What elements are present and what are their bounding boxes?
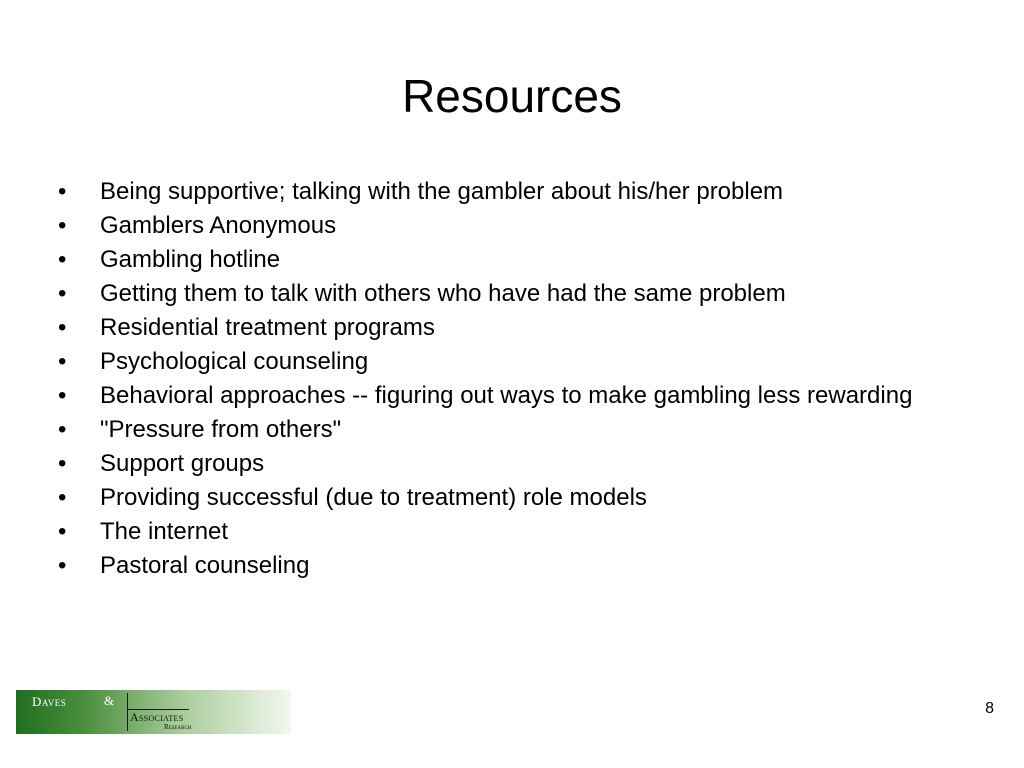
bullet-icon: • — [58, 382, 67, 409]
list-item — [58, 247, 958, 273]
bullet-list — [58, 179, 958, 587]
list-item — [58, 485, 958, 511]
company-logo — [16, 690, 291, 734]
logo-divider-vertical — [127, 693, 128, 731]
bullet-icon: • — [58, 518, 67, 545]
list-item — [58, 179, 958, 205]
bullet-icon: • — [58, 314, 67, 341]
list-item — [58, 281, 958, 307]
list-item — [58, 553, 958, 579]
list-item — [58, 383, 958, 409]
logo-text-research: Research — [164, 723, 192, 731]
bullet-text: Psychological counseling — [100, 348, 369, 375]
page-number: 8 — [985, 700, 994, 717]
bullet-icon: • — [58, 484, 67, 511]
bullet-text: Pastoral counseling — [100, 552, 310, 579]
slide-title: Resources — [402, 70, 622, 122]
bullet-text: Behavioral approaches -- figuring out ways to make gambling less rewarding — [100, 382, 913, 409]
list-item — [58, 417, 958, 443]
bullet-icon: • — [58, 552, 67, 579]
list-item — [58, 451, 958, 477]
bullet-text: Getting them to talk with others who have had the same problem — [100, 280, 786, 307]
bullet-icon: • — [58, 178, 67, 205]
list-item — [58, 213, 958, 239]
bullet-text: Gambling hotline — [100, 246, 281, 273]
logo-text-daves: Daves — [32, 694, 67, 709]
list-item — [58, 519, 958, 545]
bullet-icon: • — [58, 212, 67, 239]
bullet-icon: • — [58, 348, 67, 375]
bullet-text: Being supportive; talking with the gambler about his/her problem — [100, 178, 784, 205]
bullet-icon: • — [58, 416, 67, 443]
list-item — [58, 349, 958, 375]
list-item — [58, 315, 958, 341]
bullet-text: Support groups — [100, 450, 265, 477]
bullet-text: Residential treatment programs — [100, 314, 435, 341]
bullet-icon: • — [58, 450, 67, 477]
bullet-text: "Pressure from others" — [100, 416, 342, 443]
logo-text-associates: Associates — [130, 710, 184, 724]
bullet-text: The internet — [100, 518, 229, 545]
bullet-text: Gamblers Anonymous — [100, 212, 337, 239]
bullet-icon: • — [58, 280, 67, 307]
logo-ampersand: & — [104, 693, 115, 708]
bullet-text: Providing successful (due to treatment) role models — [100, 484, 647, 511]
bullet-icon: • — [58, 246, 67, 273]
